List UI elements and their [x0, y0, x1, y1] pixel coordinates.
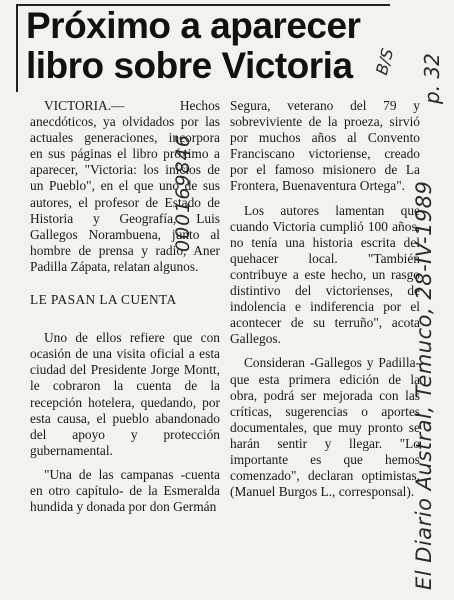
handwritten-page-number: p. 32: [420, 53, 444, 104]
headline-line-1: Próximo a aparecer: [26, 5, 361, 46]
headline: [26, 6, 386, 86]
article-paragraph: "Una de las campanas -cuenta en otro capítulo- de la Esmeralda hundida y donada por don Germán: [30, 466, 220, 515]
handwritten-catalog-id: 000169846: [172, 134, 194, 252]
article-paragraph: Segura, veterano del 79 y sobreviviente de la proeza, sirvió por muchos años al Convento Franciscano victoriense, creado por el famoso misionero de La Frontera, Buenaventura Ortega".: [230, 98, 420, 194]
article-paragraph: VICTORIA.— Hechos anecdóticos, ya olvidados por las actuales generaciones, incorpora en sus páginas el libro próximo a aparecer, "Victoria: los inicios de un Pueblo", en el que uno de sus autores, el profesor de Estado de Historia y Geografía, Luis Gallegos Norambuena, junto al hombre de prensa y radio, Aner Padilla Zápata, relatan algunos.: [30, 98, 220, 274]
handwritten-mark: B/S: [372, 46, 398, 77]
article-paragraph: Consideran -Gallegos y Padilla- que esta primera edición de la obra, podrá ser mejorada con las críticas, sugerencias o aportes documentales, que muy pronto se harán sentir y llegar. "Lo importante es que hemos comenzado", declaran optimistas. (Manuel Burgos L., corresponsal).: [230, 355, 420, 500]
article-paragraph: Uno de ellos refiere que con ocasión de una visita oficial a esta ciudad del Presidente Jorge Montt, le cobraron la cuenta de la recepción hotelera, quedando, por esta causa, el pueblo abandonado del apoyo y protección gubernamental.: [30, 330, 220, 458]
headline-line-2: libro sobre Victoria: [26, 45, 353, 86]
article-column-right: [230, 98, 420, 500]
article-subhead: LE PASAN LA CUENTA: [30, 292, 177, 308]
handwritten-source-note: El Diario Austral, Temuco, 28-IV-1989: [412, 180, 436, 590]
article-paragraph: Los autores lamentan que cuando Victoria cumplió 100 años, no tenía una historia escrita del quehacer local. "También contribuye a este hecho, un rasgo distintivo del victorienses, de indolencia e indiferencia por el acontecer de su terruño", acota Gallegos.: [230, 202, 420, 347]
